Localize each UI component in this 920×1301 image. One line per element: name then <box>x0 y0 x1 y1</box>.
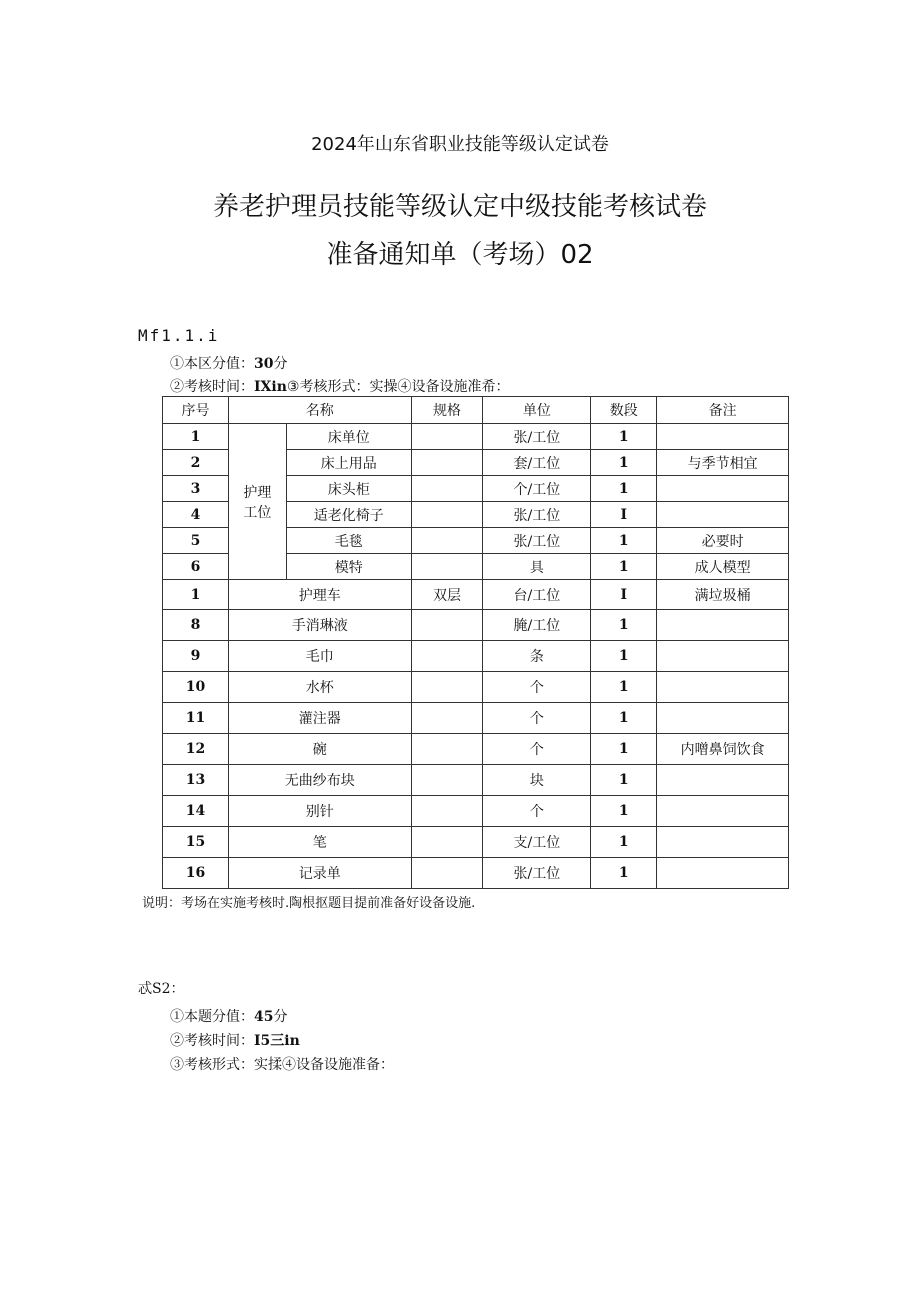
cell-unit: 具 <box>483 554 591 580</box>
section2-score: ①本题分值：45分 <box>170 1009 288 1025</box>
table-row <box>163 765 789 796</box>
cell-no: 11 <box>163 703 229 734</box>
cell-name: 床头柜 <box>286 476 411 502</box>
equipment-table <box>162 396 789 889</box>
cell-no: 9 <box>163 641 229 672</box>
cell-spec <box>411 476 483 502</box>
table-header-row <box>163 397 789 424</box>
cell-qty: I <box>591 580 657 610</box>
cell-qty: I <box>591 502 657 528</box>
table-row <box>163 610 789 641</box>
cell-spec <box>411 502 483 528</box>
cell-no: 5 <box>163 528 229 554</box>
cell-qty: 1 <box>591 641 657 672</box>
cell-no: 8 <box>163 610 229 641</box>
group-label-line: 工位 <box>243 504 272 521</box>
cell-name: 笔 <box>228 827 411 858</box>
cell-spec <box>411 734 483 765</box>
cell-unit: 张/工位 <box>483 424 591 450</box>
cell-qty: 1 <box>591 554 657 580</box>
cell-no: 13 <box>163 765 229 796</box>
table-row <box>163 424 789 450</box>
cell-name: 床单位 <box>286 424 411 450</box>
table-row <box>163 580 789 610</box>
cell-name: 记录单 <box>228 858 411 889</box>
cell-qty: 1 <box>591 858 657 889</box>
cell-name: 灌注器 <box>228 703 411 734</box>
cell-spec <box>411 858 483 889</box>
cell-no: 10 <box>163 672 229 703</box>
cell-no: 15 <box>163 827 229 858</box>
cell-spec: 双层 <box>411 580 483 610</box>
table-row <box>163 734 789 765</box>
cell-note: 内噌鼻饲饮食 <box>657 734 789 765</box>
cell-qty: 1 <box>591 610 657 641</box>
cell-name: 无曲纱布块 <box>228 765 411 796</box>
cell-unit: 台/工位 <box>483 580 591 610</box>
header-no: 序号 <box>163 397 229 424</box>
cell-unit: 个 <box>483 672 591 703</box>
header-qty: 数段 <box>591 397 657 424</box>
cell-unit: 腌/工位 <box>483 610 591 641</box>
cell-note <box>657 796 789 827</box>
cell-no: 3 <box>163 476 229 502</box>
cell-qty: 1 <box>591 734 657 765</box>
table-row <box>163 858 789 889</box>
cell-note: 满垃圾桶 <box>657 580 789 610</box>
cell-note <box>657 672 789 703</box>
cell-note <box>657 858 789 889</box>
cell-qty: 1 <box>591 827 657 858</box>
cell-qty: 1 <box>591 672 657 703</box>
cell-name: 碗 <box>228 734 411 765</box>
cell-unit: 支/工位 <box>483 827 591 858</box>
cell-spec <box>411 424 483 450</box>
cell-qty: 1 <box>591 703 657 734</box>
cell-note <box>657 765 789 796</box>
group-label-nursing-station <box>228 424 286 580</box>
header-note: 备注 <box>657 397 789 424</box>
cell-spec <box>411 610 483 641</box>
section2-heading: 忒S2： <box>138 981 185 997</box>
section2-form: ③考核形式：实揉④设备设施准备： <box>170 1057 394 1073</box>
section1-time-form: ②考核时间：IXin③考核形式：实操④设备设施准希： <box>170 379 510 395</box>
table-row <box>163 641 789 672</box>
cell-qty: 1 <box>591 450 657 476</box>
cell-unit: 条 <box>483 641 591 672</box>
cell-note <box>657 502 789 528</box>
cell-unit: 个 <box>483 734 591 765</box>
cell-name: 适老化椅子 <box>286 502 411 528</box>
group-label-line: 护理 <box>243 484 272 501</box>
cell-note <box>657 476 789 502</box>
cell-no: 2 <box>163 450 229 476</box>
exam-title: 养老护理员技能等级认定中级技能考核试卷 <box>212 192 707 222</box>
cell-no: 1 <box>163 424 229 450</box>
cell-name: 毛巾 <box>228 641 411 672</box>
section1-score: ①本区分值：30分 <box>170 356 288 372</box>
cell-spec <box>411 827 483 858</box>
section1-heading: Mf1.1.i <box>138 326 220 345</box>
cell-note <box>657 641 789 672</box>
cell-qty: 1 <box>591 476 657 502</box>
cell-spec <box>411 554 483 580</box>
header-name: 名称 <box>228 397 411 424</box>
cell-unit: 个 <box>483 796 591 827</box>
cell-name: 模特 <box>286 554 411 580</box>
table-row <box>163 796 789 827</box>
cell-no: 12 <box>163 734 229 765</box>
cell-spec <box>411 796 483 827</box>
cell-name: 毛毯 <box>286 528 411 554</box>
section2-time: ②考核时间：I5三in <box>170 1033 300 1049</box>
cell-name: 床上用品 <box>286 450 411 476</box>
cell-no: 4 <box>163 502 229 528</box>
table-row <box>163 827 789 858</box>
cell-qty: 1 <box>591 796 657 827</box>
table-row <box>163 672 789 703</box>
cell-unit: 个 <box>483 703 591 734</box>
cell-no: 14 <box>163 796 229 827</box>
cell-spec <box>411 672 483 703</box>
cell-note <box>657 610 789 641</box>
cell-no: 16 <box>163 858 229 889</box>
header-spec: 规格 <box>411 397 483 424</box>
cell-name: 护理车 <box>228 580 411 610</box>
cell-name: 别针 <box>228 796 411 827</box>
header-unit: 单位 <box>483 397 591 424</box>
cell-name: 手消琳液 <box>228 610 411 641</box>
cell-spec <box>411 641 483 672</box>
cell-no: 6 <box>163 554 229 580</box>
cell-qty: 1 <box>591 424 657 450</box>
exam-subtitle: 2024年山东省职业技能等级认定试卷 <box>311 134 609 155</box>
cell-note: 必要时 <box>657 528 789 554</box>
cell-unit: 张/工位 <box>483 528 591 554</box>
cell-note <box>657 703 789 734</box>
cell-unit: 套/工位 <box>483 450 591 476</box>
cell-note: 成人模型 <box>657 554 789 580</box>
cell-spec <box>411 703 483 734</box>
cell-spec <box>411 450 483 476</box>
cell-no: 1 <box>163 580 229 610</box>
cell-spec <box>411 765 483 796</box>
table-note: 说明：考场在实施考核时.陶根抠题目提前准备好设备设施. <box>142 896 476 911</box>
cell-note <box>657 424 789 450</box>
cell-spec <box>411 528 483 554</box>
cell-name: 水杯 <box>228 672 411 703</box>
cell-qty: 1 <box>591 765 657 796</box>
cell-note <box>657 827 789 858</box>
cell-note: 与季节相宜 <box>657 450 789 476</box>
exam-title-line2: 准备通知单（考场）02 <box>326 240 594 270</box>
table-row <box>163 703 789 734</box>
cell-qty: 1 <box>591 528 657 554</box>
cell-unit: 个/工位 <box>483 476 591 502</box>
cell-unit: 张/工位 <box>483 502 591 528</box>
cell-unit: 块 <box>483 765 591 796</box>
cell-unit: 张/工位 <box>483 858 591 889</box>
